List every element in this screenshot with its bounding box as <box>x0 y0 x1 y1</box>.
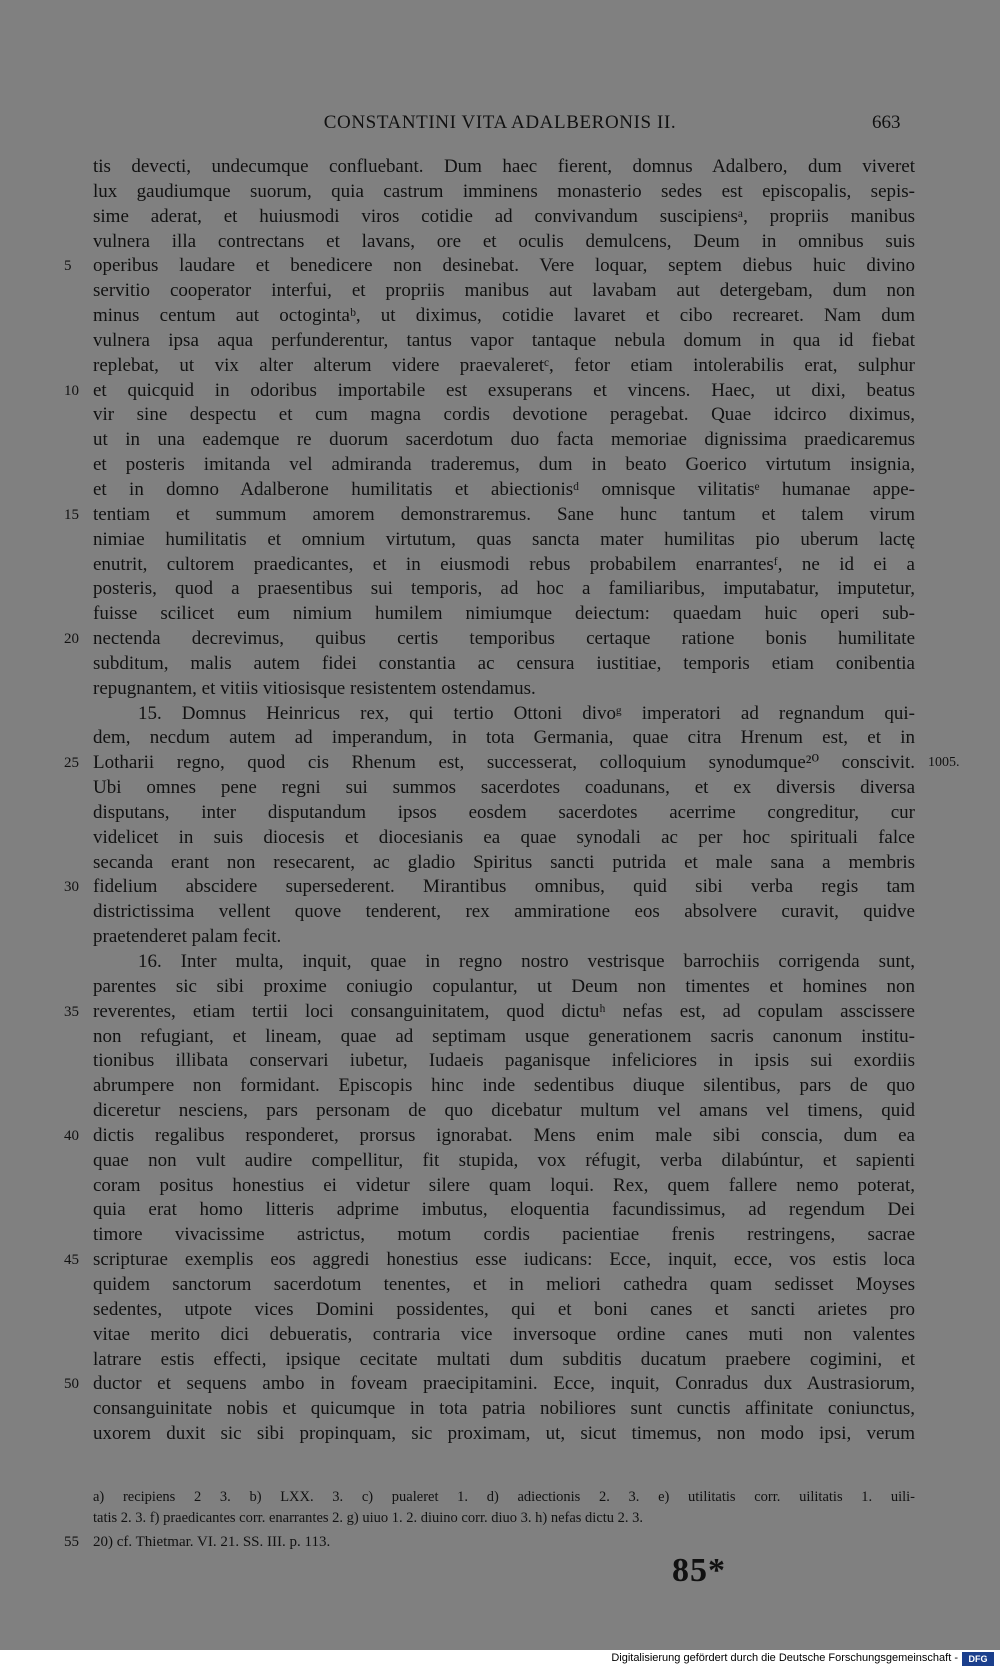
running-title: CONSTANTINI VITA ADALBERONIS II. <box>323 112 677 133</box>
line-text: sedentes, utpote vices Domini possidentes, qui et boni canes et sancti arietes pro <box>93 1298 915 1320</box>
line-text: 15. Domnus Heinricus rex, qui tertio Ottoni divoᵍ imperatori ad regnandum qui- <box>138 702 915 724</box>
line-number: 5 <box>64 258 72 275</box>
text-line <box>0 1348 1000 1373</box>
footer-bar <box>0 1650 1000 1669</box>
text-line <box>0 1223 1000 1248</box>
line-text: ut in una eademque re duorum sacerdotum duo facta memoriae dignissima praedicaremus <box>93 429 915 451</box>
line-text: abrumpere non formidant. Episcopis hinc inde sedentibus diuque silentibus, pars de quo <box>93 1075 915 1097</box>
text-line <box>0 1000 1000 1025</box>
text-line <box>0 1149 1000 1174</box>
line-number: 20 <box>64 631 79 648</box>
line-text: coram positus honestius ei videtur silere quam loqui. Rex, quem fallere nemo poterat, <box>93 1174 915 1196</box>
text-line <box>0 254 1000 279</box>
line-text: dictis regalibus responderet, prorsus ignorabat. Mens enim male sibi conscia, dum ea <box>93 1124 915 1146</box>
text-line <box>0 403 1000 428</box>
footer-credit: Digitalisierung gefördert durch die Deutsche Forschungsgemeinschaft - <box>611 1652 958 1664</box>
line-text: disputans, inter disputandum ipsos eosdem sacerdotes acerrime congreditur, cur <box>93 801 915 823</box>
text-line <box>0 428 1000 453</box>
footnote-line: tatis 2. 3. f) praedicantes corr. enarrantes 2. g) uiuo 1. 2. diuino corr. diuo 3. h) nefas dictu 2. 3. <box>93 1510 644 1526</box>
line-text: et quicquid in odoribus importabile est exsuperans et vincens. Haec, ut dixi, beatus <box>93 379 915 401</box>
text-line <box>0 1397 1000 1422</box>
line-number: 55 <box>64 1534 79 1550</box>
text-line <box>0 1298 1000 1323</box>
line-text: latrare estis effecti, ipsique cecitate multati dum subditis ducatum praebere cogimini, et <box>93 1348 915 1370</box>
dfg-logo: DFG <box>962 1652 994 1666</box>
line-text: posteris, quod a praesentibus sui temporis, ad hoc a familiaribus, imputabatur, imputetur, <box>93 578 915 600</box>
line-text: diceretur nesciens, pars personam de quo dicebatur multum vel amans vel timens, quid <box>93 1100 915 1122</box>
footnotes <box>93 1487 915 1529</box>
text-line <box>0 1074 1000 1099</box>
text-line <box>0 478 1000 503</box>
line-text: dem, necdum autem ad imperandum, in tota Germania, quae citra Hrenum est, et in <box>93 727 915 749</box>
text-line <box>0 230 1000 255</box>
text-line <box>0 702 1000 727</box>
page-number: 663 <box>872 112 901 133</box>
line-text: tionibus illibata conservari iubetur, Iudaeis paganisque infeliciores in ipsis sui exordiis <box>93 1050 915 1072</box>
line-number: 50 <box>64 1376 79 1393</box>
text-line <box>0 1174 1000 1199</box>
text-line <box>0 1099 1000 1124</box>
text-line <box>0 1049 1000 1074</box>
line-text: tentiam et summum amorem demonstraremus. Sane hunc tantum et talem virum <box>93 503 915 525</box>
text-line <box>0 1422 1000 1447</box>
line-text: vulnera illa contrectans et lavans, ore et oculis demulcens, Deum in omnibus suis <box>93 230 915 252</box>
line-text: districtissima vellent quove tenderent, rex ammiratione eos absolvere curavit, quidve <box>93 901 915 923</box>
line-text: non refugiant, et lineam, quae ad septimam usque generationem sacris canonum institu- <box>93 1025 915 1047</box>
text-line <box>0 627 1000 652</box>
text-line <box>0 205 1000 230</box>
line-number: 40 <box>64 1127 79 1144</box>
text-line <box>0 900 1000 925</box>
line-text: secanda erant non resecarent, ac gladio Spiritus sancti putrida et male sana a membris <box>93 851 915 873</box>
text-line <box>0 1198 1000 1223</box>
line-text: subditum, malis autem fidei constantia ac censura iustitiae, temporis etiam conibentia <box>93 652 915 674</box>
text-line <box>0 801 1000 826</box>
text-line <box>0 726 1000 751</box>
line-text: quae non vult audire compellitur, fit stupida, vox réfugit, verba dilabúntur, et sapienti <box>93 1149 915 1171</box>
text-line <box>0 751 1000 776</box>
signature-mark: 85* <box>672 1552 726 1589</box>
text-line <box>0 975 1000 1000</box>
text-line <box>0 652 1000 677</box>
text-line <box>0 1372 1000 1397</box>
text-line <box>0 503 1000 528</box>
line-text: parentes sic sibi proxime coniugio copulantur, ut Deum non timentes et homines non <box>93 975 915 997</box>
line-text: 16. Inter multa, inquit, quae in regno nostro vestrisque barrochiis corrigenda sunt, <box>138 951 915 972</box>
text-line <box>0 925 1000 950</box>
source-note <box>64 1530 764 1554</box>
margin-year: 1005. <box>928 755 960 771</box>
line-text: sime aderat, et huiusmodi viros cotidie ad convivandum suscipiensᵃ, propriis manibus <box>93 205 915 227</box>
text-line <box>0 826 1000 851</box>
line-number: 35 <box>64 1003 79 1020</box>
line-text: repugnantem, et vitiis vitiosisque resistentem ostendamus. <box>93 677 536 699</box>
line-text: et in domno Adalberone humilitatis et abiectionisᵈ omnisque vilitatisᵉ humanae appe- <box>93 478 915 500</box>
line-text: uxorem duxit sic sibi propinquam, sic proximam, ut, sicut timemus, non modo ipsi, verum <box>93 1423 915 1445</box>
line-text: et posteris imitanda vel admiranda traderemus, dum in beato Goerico virtutum insignia, <box>93 454 915 476</box>
line-text: tis devecti, undecumque confluebant. Dum haec fierent, domnus Adalbero, dum viveret <box>93 156 915 177</box>
line-number: 25 <box>64 755 79 772</box>
text-line <box>0 304 1000 329</box>
text-line <box>0 329 1000 354</box>
line-text: vulnera ipsa aqua perfunderentur, tantus vapor tantaque nebula domum in qua id fiebat <box>93 329 915 351</box>
text-line <box>0 1323 1000 1348</box>
text-line <box>0 453 1000 478</box>
text-line <box>0 950 1000 975</box>
text-line <box>0 851 1000 876</box>
line-text: nimiae humilitatis et omnium virtutum, quas sancta mater humilitas pio uberum lactę <box>93 528 915 550</box>
text-line <box>0 528 1000 553</box>
text-line <box>0 1025 1000 1050</box>
line-text: lux gaudiumque suorum, quia castrum imminens monasterio sedes est episcopalis, sepis- <box>93 180 915 202</box>
line-text: replebat, ut vix alter alterum videre praevaleretᶜ, fetor etiam intolerabilis erat, sulphur <box>93 354 915 376</box>
line-text: praetenderet palam fecit. <box>93 926 282 948</box>
line-text: ductor et sequens ambo in foveam praecipitamini. Ecce, inquit, Conradus dux Austrasiorum, <box>93 1373 915 1395</box>
line-text: enutrit, cultorem praedicantes, et in eiusmodi rebus probabilem enarrantesᶠ, ne id ei a <box>93 553 915 575</box>
line-text: quidem sanctorum sacerdotum tenentes, et in meliori cathedra quam sedisset Moyses <box>93 1273 915 1295</box>
text-line <box>0 776 1000 801</box>
text-line <box>0 1124 1000 1149</box>
line-text: Lotharii regno, quod cis Rhenum est, successerat, colloquium synodumque²⁰ conscivit. <box>93 752 915 774</box>
line-text: reverentes, etiam tertii loci consanguinitatem, quod dictuʰ nefas est, ad copulam asscissere <box>93 1000 915 1022</box>
text-line <box>0 677 1000 702</box>
line-text: operibus laudare et benedicere non desinebat. Vere loquar, septem diebus huic divino <box>93 255 915 277</box>
line-text: vir sine despectu et cum magna cordis devotione peragebat. Quae idcirco diximus, <box>93 404 915 426</box>
text-line <box>0 180 1000 205</box>
line-text: scripturae exemplis eos aggredi honestius esse iudicans: Ecce, inquit, ecce, vos estis loca <box>93 1249 915 1271</box>
line-number: 15 <box>64 506 79 523</box>
line-text: videlicet in suis diocesis et diocesianis ea quae synodali ac per hoc spirituali falce <box>93 826 915 848</box>
text-line <box>0 553 1000 578</box>
line-number: 10 <box>64 382 79 399</box>
page-header <box>0 108 1000 140</box>
line-number: 45 <box>64 1252 79 1269</box>
text-line <box>0 875 1000 900</box>
text-line <box>0 379 1000 404</box>
line-text: nectenda decrevimus, quibus certis temporibus certaque ratione bonis humilitate <box>93 628 915 650</box>
footnote-line: a) recipiens 2 3. b) LXX. 3. c) pualeret 1. d) adiectionis 2. 3. e) utilitatis corr. uilitatis 1. uili- <box>93 1489 915 1505</box>
line-text: timore vivacissime astrictus, motum cordis pacientiae frenis restringens, sacrae <box>93 1224 915 1246</box>
main-text <box>0 155 1000 1447</box>
text-line <box>0 155 1000 180</box>
text-line <box>0 279 1000 304</box>
line-text: servitio cooperator interfui, et propriis manibus aut lavabam aut detergebam, dum non <box>93 280 915 302</box>
line-text: Ubi omnes pene regni sui summos sacerdotes coadunans, et ex diversis diversa <box>93 777 915 799</box>
text-line <box>0 577 1000 602</box>
line-text: fidelium abscidere supersederent. Mirantibus omnibus, quid sibi verba regis tam <box>93 876 915 898</box>
text-line <box>0 602 1000 627</box>
line-text: minus centum aut octogintaᵇ, ut diximus, cotidie lavaret et cibo recrearet. Nam dum <box>93 305 915 327</box>
text-line <box>0 354 1000 379</box>
line-text: fuisse scilicet eum nimium humilem nimiumque deiectum: quaedam huic operi sub- <box>93 603 915 625</box>
source-note-text: 20) cf. Thietmar. VI. 21. SS. III. p. 113. <box>93 1534 331 1550</box>
line-text: consanguinitate nobis et quicumque in tota patria nobiliores sunt cunctis affinitate coniunctus, <box>93 1398 915 1420</box>
line-text: quia erat homo litteris adprime imbutus, eloquentia facundissimus, ad regendum Dei <box>93 1199 915 1221</box>
line-text: vitae merito dici debueratis, contraria vice inversoque ordine canes muti non valentes <box>93 1323 915 1345</box>
text-line <box>0 1273 1000 1298</box>
line-number: 30 <box>64 879 79 896</box>
text-line <box>0 1248 1000 1273</box>
